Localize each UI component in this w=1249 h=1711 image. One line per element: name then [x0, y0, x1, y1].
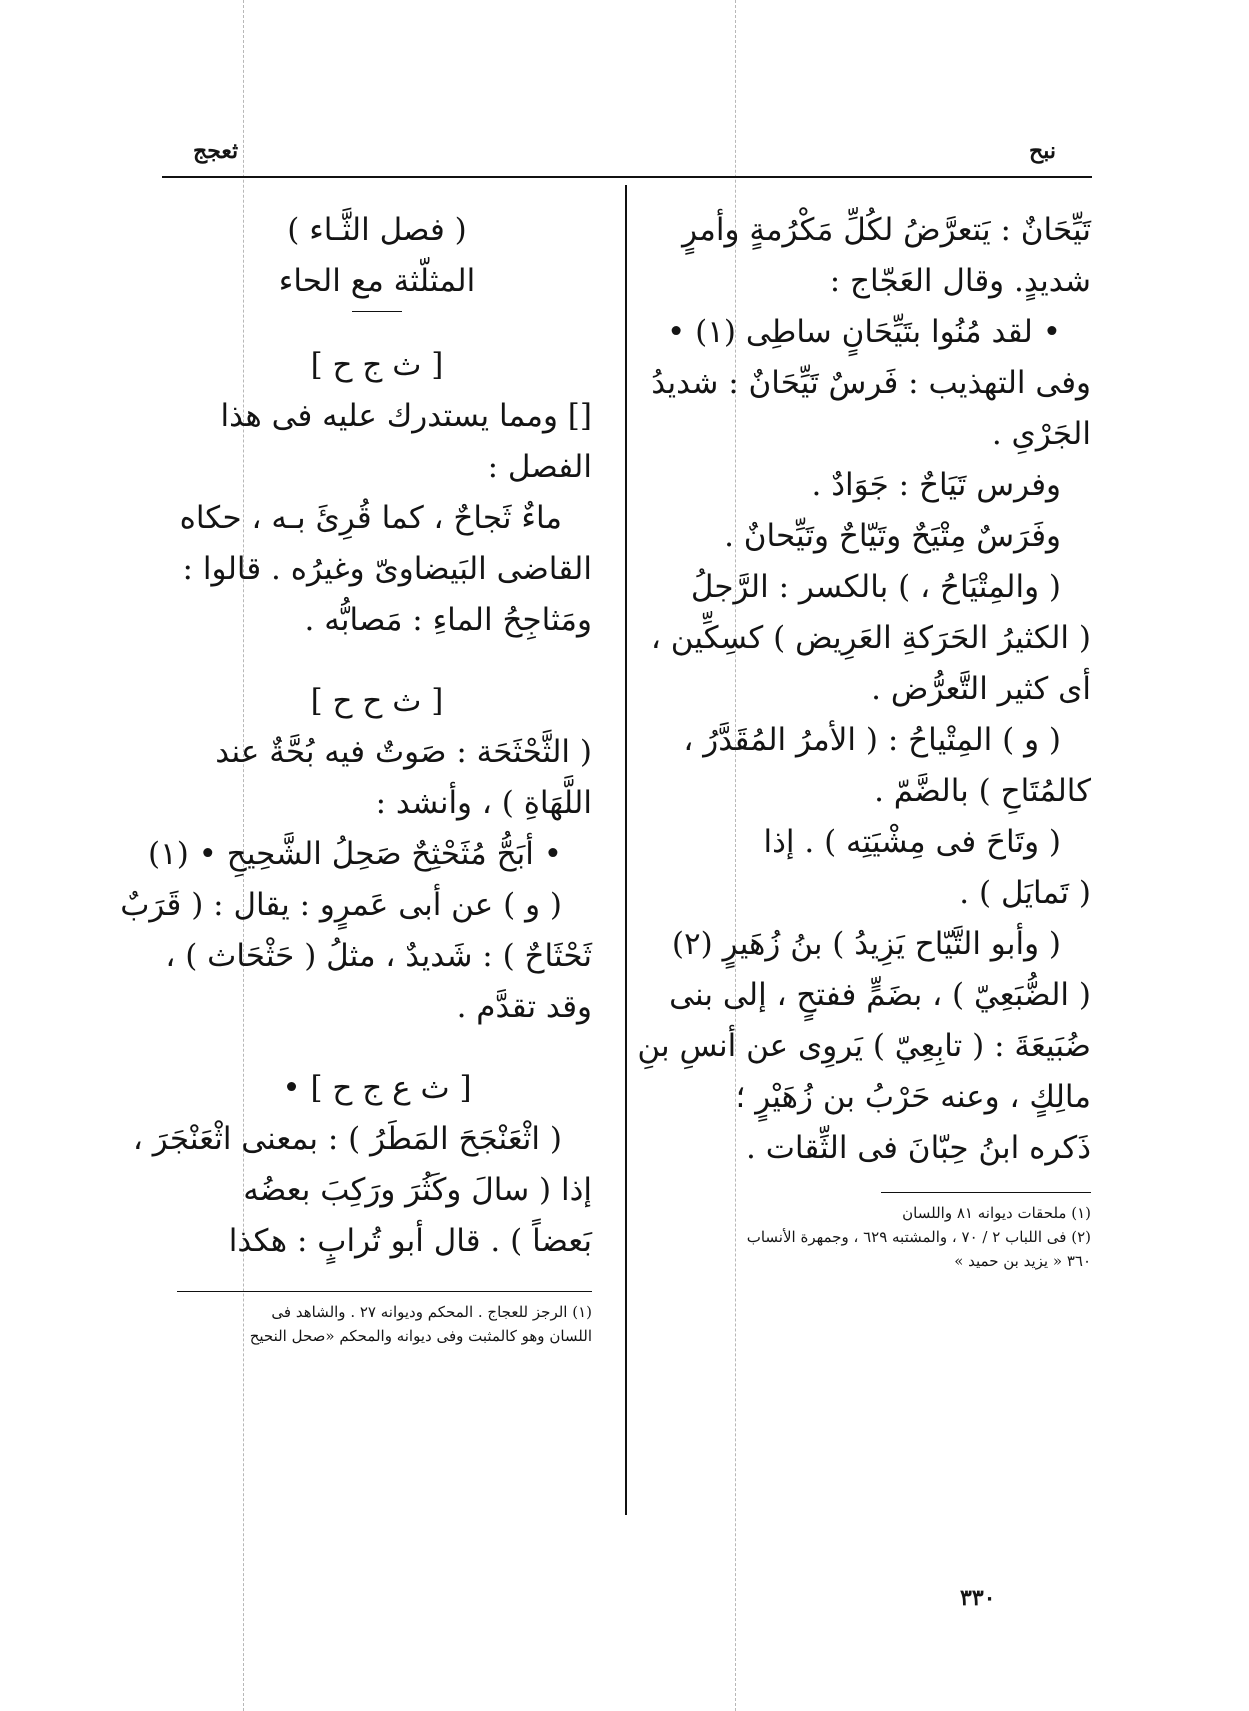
text-line: القاضى البَيضاوىّ وغيرُه . قالوا : — [182, 551, 592, 587]
entry-heading: [ ث ح ح ] — [310, 683, 444, 719]
text-line: ( الضُّبَعِيّ ) ، بضَمٍّ ففتحٍ ، إلى بنى — [669, 977, 1091, 1013]
footnotes — [655, 1201, 1091, 1273]
footnote: (١) ملحقات ديوانه ٨١ واللسان — [902, 1204, 1091, 1222]
text-line: إذا ( سالَ وكَثُرَ ورَكِبَ بعضُه — [243, 1172, 592, 1208]
text-line: ذَكره ابنُ حِبّانَ فى الثِّقات . — [746, 1130, 1091, 1166]
text-line: مالِكٍ ، وعنه حَرْبُ بن زُهَيْرٍ ؛ — [735, 1079, 1091, 1115]
footnote: (٢) فى اللباب ٢ / ٧٠ ، والمشتبه ٦٢٩ ، وجمهرة الأنساب — [746, 1228, 1091, 1246]
text-line: كالمُتَاحِ ) بالضَّمّ . — [874, 773, 1091, 809]
right-column — [637, 205, 1091, 1273]
text-line: ( تَمايَل ) . — [959, 875, 1091, 911]
running-head-right: نبح — [1029, 138, 1056, 164]
section-rule — [352, 311, 402, 312]
text-line: تَيِّحَانٌ : يَتعرَّضُ لكُلِّ مَكْرُمةٍ وأمرٍ — [682, 212, 1091, 248]
column-divider — [625, 185, 627, 1515]
text-line: ( وأبو التَّيّاح يَزِيدُ ) بنُ زُهَيرٍ (٢) — [671, 926, 1061, 962]
text-line: وفى التهذيب : فَرسٌ تَيِّحَانٌ : شديدُ — [651, 365, 1091, 401]
text-line: ومَثاجِحُ الماءِ : مَصابُّه . — [304, 602, 592, 638]
left-column — [120, 205, 592, 1348]
text-line: وفرس تَيَاحٌ : جَوَادٌ . — [811, 467, 1061, 503]
text-line: الفصل : — [487, 449, 592, 485]
footnote: ٣٦٠ « يزيد بن حميد » — [954, 1252, 1091, 1270]
footnote: (١) الرجز للعجاج . المحكم وديوانه ٢٧ . والشاهد فى — [271, 1303, 592, 1321]
text-line: شديدٍ. وقال العَجّاج : — [829, 263, 1091, 299]
section-subtitle: المثلّثة مع الحاء — [278, 263, 476, 299]
text-line: ضُبَيعَةَ : ( تابِعِيّ ) يَروِى عن أنسِ بنِ — [637, 1028, 1091, 1064]
verse-line: • لقد مُنُوا بتَيِّحَانٍ ساطِى (١) • — [666, 314, 1061, 350]
text-line: بَعضاً ) . قال أبو تُرابٍ : هكذا — [228, 1223, 592, 1259]
text-line: الجَرْىِ . — [991, 416, 1091, 452]
text-line: ماءٌ ثَجاحٌ ، كما قُرِئَ بـه ، حكاه — [179, 500, 562, 536]
text-line: ( وتَاحَ فى مِشْيَتِه ) . إذا — [763, 824, 1061, 860]
text-line: ( والمِتْيَاحُ ، ) بالكسر : الرَّجلُ — [690, 569, 1061, 605]
text-line: وفَرَسٌ مِتْيَحٌ وتَيّاحٌ وتَيِّحانٌ . — [724, 518, 1061, 554]
text-line: [] ومما يستدرك عليه فى هذا — [220, 398, 592, 434]
entry-heading: [ ث ع ج ح ] • — [282, 1070, 472, 1106]
text-line: اللَّهَاةِ ) ، وأنشد : — [375, 785, 592, 821]
entry-heading: [ ث ج ح ] — [310, 347, 444, 383]
text-line: ( الثَّحْثَحَة : صَوتٌ فيه بُحَّةٌ عند — [215, 734, 592, 770]
text-line: ( الكثيرُ الحَرَكةِ العَرِيض ) كسِكِّين ، — [650, 620, 1091, 656]
footnote-rule — [177, 1291, 592, 1292]
text-line: ثَحْثَاحٌ ) : شَديدٌ ، مثلُ ( حَثْحَاث ) ، — [165, 938, 592, 974]
footnote-rule — [881, 1192, 1091, 1193]
text-line: وقد تقدَّم . — [456, 989, 592, 1025]
text-line: أى كثير التَّعرُّض . — [871, 671, 1091, 707]
footnote: اللسان وهو كالمثبت وفى ديوانه والمحكم «صحل النحيح — [249, 1327, 592, 1345]
text-line: ( اثْعَنْجَحَ المَطَرُ ) : بمعنى اثْعَنْجَرَ ، — [132, 1121, 562, 1157]
verse-line: • أبَحُّ مُثَحْثِحٌ صَحِلُ الشَّحِيحِ • (١) — [147, 836, 562, 872]
running-head-left: ثعجج — [193, 138, 239, 164]
text-line: ( و ) المِتْياحُ : ( الأمرُ المُقَدَّرُ ، — [683, 722, 1061, 758]
page-number: ٣٣٠ — [960, 1585, 996, 1611]
footnotes — [162, 1300, 592, 1348]
header-rule — [162, 176, 1092, 178]
text-line: ( و ) عن أبى عَمرٍو : يقال : ( قَرَبٌ — [120, 887, 562, 923]
section-title: ( فصل الثَّـاء ) — [287, 212, 467, 248]
